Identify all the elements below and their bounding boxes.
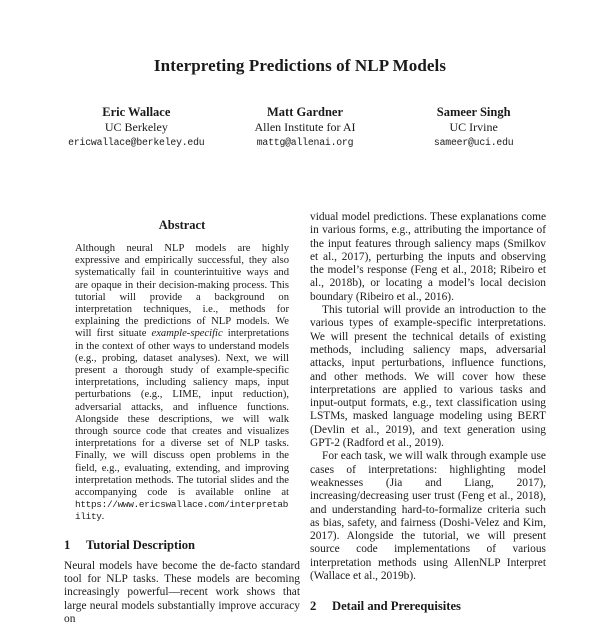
section-2-heading xyxy=(310,599,546,614)
author-affiliation: UC Irvine xyxy=(449,120,498,134)
author-name: Matt Gardner xyxy=(266,105,344,119)
abstract-text xyxy=(75,243,289,524)
author-affiliation: UC Berkeley xyxy=(104,120,168,134)
paper-title: Interpreting Predictions of NLP Models xyxy=(153,56,447,75)
abstract-segment: interpretations in the context of other ways to understand models (e.g., probing, dataset analyses). Next, we will present a thorough study of example-specific interpretations, including saliency maps, input perturbations (e.g., LIME, input reduction), adversarial attacks, and influence functions. Alongside these descriptions, we will walk through source code that creates and visualizes interpretations for a diverse set of NLP tasks. Finally, we will discuss open problems in the field, e.g., evaluating, extending, and improving interpretation methods. The tutorial slides and the accompanying code is available online at xyxy=(75,328,289,499)
column-right xyxy=(310,206,546,626)
section-title: Detail and Prerequisites xyxy=(332,599,461,614)
emphasis-example-specific: example-specific xyxy=(151,328,223,340)
section-number: 2 xyxy=(310,599,317,614)
author-block-row xyxy=(52,104,558,150)
column-left xyxy=(64,206,300,626)
abstract-segment: Although neural NLP models are highly expressive and empirically successful, they also systematically fail in counterintuitive ways and are opaque in their decision-making process. This tutorial will provide a background on interpretation techniques, i.e., methods for explaining the predictions of NLP models. We will first situate xyxy=(75,243,289,340)
author-block xyxy=(52,104,221,150)
author-name: Eric Wallace xyxy=(102,105,171,119)
section-number: 1 xyxy=(64,537,71,552)
abstract-segment: . xyxy=(101,511,105,523)
author-affiliation: Allen Institute for AI xyxy=(254,120,356,134)
intro-paragraph: Neural models have become the de-facto standard tool for NLP tasks. These models are becoming increasingly powerful—recent work shows that large neural models substantially improve accuracy on xyxy=(64,559,300,625)
author-email: ericwallace@berkeley.edu xyxy=(68,137,205,148)
two-column-body xyxy=(64,206,546,626)
tutorial-overview-paragraph: This tutorial will provide an introduction to the various types of example-specific interpretations. We will present the technical details of existing methods, including saliency maps, adversarial attacks, input perturbations, influence functions, and other methods. We will cover how these interpretations are applied to various tasks and input-output formats, e.g., text classification using LSTMs, masked language modeling using BERT (Devlin et al., 2019), and text generation using GPT-2 (Radford et al., 2019). xyxy=(310,304,546,450)
tutorial-url-link[interactable]: https://www.ericswallace.com/interpretability xyxy=(75,499,289,523)
author-name: Sameer Singh xyxy=(436,105,511,119)
continuation-paragraph: vidual model predictions. These explanations come in various forms, e.g., attributing the importance of the input features through saliency maps (Smilkov et al., 2017), perturbing the inputs and observing the model’s response (Feng et al., 2018; Ribeiro et al., 2018b), or locating a model’s local decision boundary (Ribeiro et al., 2016). xyxy=(310,211,546,303)
author-block xyxy=(389,104,558,150)
author-email: sameer@uci.edu xyxy=(433,137,514,148)
abstract-heading: Abstract xyxy=(158,218,206,232)
author-block xyxy=(221,104,390,150)
use-cases-paragraph: For each task, we will walk through example use cases of interpretations: highlighting model weaknesses (Jia and Liang, 2017), increasing/decreasing user trust (Feng et al., 2018), and understanding hard-to-formalize criteria such as bias, safety, and fairness (Doshi-Velez and Kim, 2017). Alongside the tutorial, we will present source code implementations of various interpretation methods using AllenNLP Interpret (Wallace et al., 2019b). xyxy=(310,450,546,583)
section-1-heading xyxy=(64,538,300,553)
author-email: mattg@allenai.org xyxy=(256,137,354,148)
section-title: Tutorial Description xyxy=(86,537,196,552)
